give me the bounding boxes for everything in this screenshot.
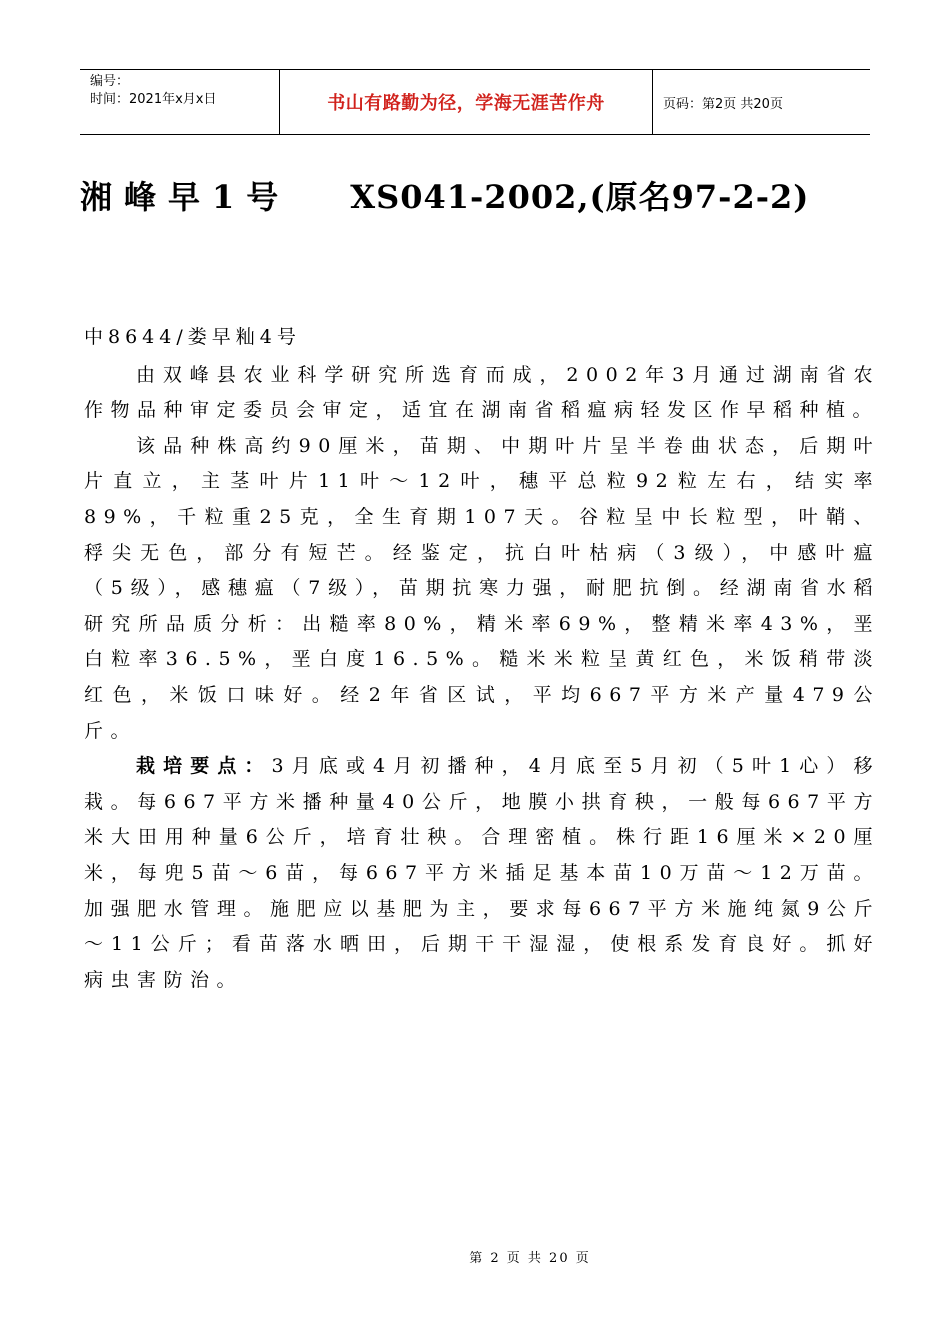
paragraph-origin: 由双峰县农业科学研究所选育而成，2002年3月通过湖南省农作物品种审定委员会审定，适宜在湖南省稻瘟病轻发区作早稻种植。: [84, 363, 880, 422]
variety-code: XS041-2002,(原名97-2-2): [350, 178, 810, 216]
time-label: 时间：2021年x月x日: [90, 92, 217, 107]
variety-name: 湘峰早1号: [80, 178, 291, 216]
cultivation-text: 3月底或4月初播种，4月底至5月初（5叶1心）移栽。每667平方米播种量40公斤，地膜小拱育秧，一般每667平方米大田用种量6公斤，培育壮秧。合理密植。株行距16厘米×20厘米，每兜5苗～6苗，每667平方米插足基本苗10万苗～12万苗。加强肥水管理。施肥应以基肥为主，要求每667平方米施纯氮9公斤～11公斤；看苗落水晒田，后期干干湿湿，使根系发育良好。抓好病虫害防治。: [84, 755, 880, 991]
header-page-info: 页码：第2页 共20页: [663, 96, 783, 112]
document-body: [84, 320, 880, 998]
paragraph-characteristics: 该品种株高约90厘米，苗期、中期叶片呈半卷曲状态，后期叶片直立，主茎叶片11叶～12叶，穗平总粒92粒左右，结实率89%，千粒重25克，全生育期107天。谷粒呈中长粒型，叶鞘、稃尖无色，部分有短芒。经鉴定，抗白叶枯病（3级），中感叶瘟（5级），感穗瘟（7级），苗期抗寒力强，耐肥抗倒。经湖南省水稻研究所品质分析：出糙率80%，精米率69%，整精米率43%，垩白粒率36.5%，垩白度16.5%。糙米米粒呈黄红色，米饭稍带淡红色，米饭口味好。经2年省区试，平均667平方米产量479公斤。: [84, 434, 880, 742]
page-footer: 第 2 页 共 20 页: [469, 1251, 591, 1266]
page-header: [80, 69, 870, 135]
doc-number-label: 编号：: [90, 74, 130, 89]
parentage-line: 中8644/娄早籼4号: [84, 326, 301, 348]
cultivation-heading: 栽培要点：: [136, 755, 272, 778]
header-meta: [80, 70, 280, 134]
paragraph-cultivation: [84, 749, 880, 998]
header-motto: 书山有路勤为径，学海无涯苦作舟: [280, 70, 653, 134]
document-title: [80, 172, 870, 222]
